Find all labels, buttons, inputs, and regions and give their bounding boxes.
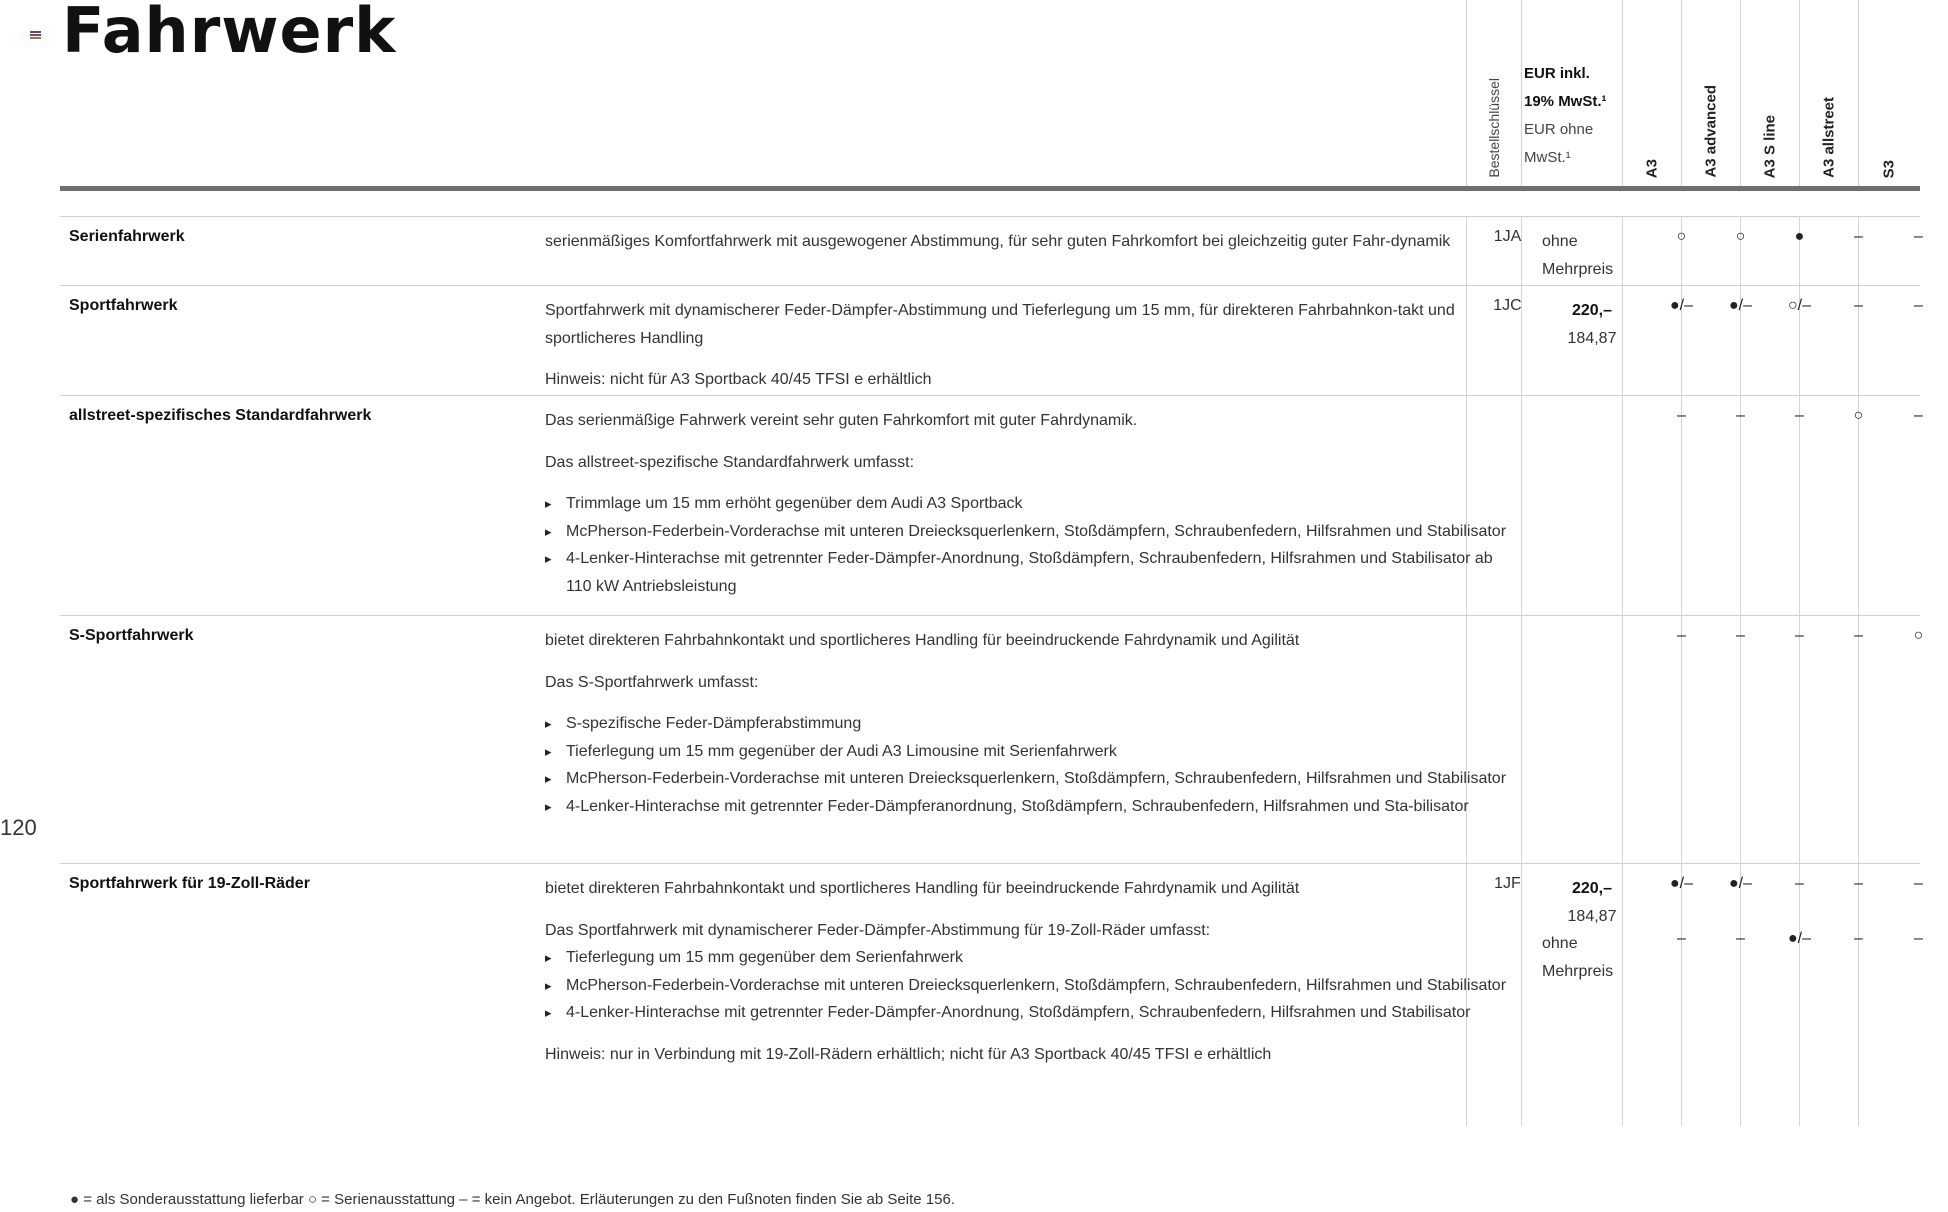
header-model-cell — [1741, 0, 1800, 186]
row-title: Sportfahrwerk — [69, 297, 178, 314]
header-model-a3: A3 — [1643, 158, 1661, 178]
availability-mark: – — [1854, 228, 1863, 245]
row-title: Sportfahrwerk für 19-Zoll-Räder — [69, 875, 310, 892]
table-row — [60, 286, 1923, 396]
availability-mark: ●/– — [1669, 875, 1693, 892]
row-price-text: ohne — [1542, 233, 1578, 250]
availability-mark: – — [1854, 930, 1863, 947]
list-item: ▸ Tieferlegung um 15 mm gegenüber der Audi A3 Limousine mit Serienfahrwerk — [545, 738, 1515, 766]
availability-mark: – — [1677, 930, 1686, 947]
availability-mark: – — [1854, 627, 1863, 644]
row-description — [545, 627, 1515, 820]
row-description-text: Sportfahrwerk mit dynamischerer Feder-Dämpfer-Abstimmung und Tieferlegung um 15 mm, für direkteren Fahrbahnkon-takt und sportlicheres Handling — [545, 302, 1455, 347]
row-price-gross: 220,– — [1571, 302, 1613, 319]
header-model-a3-advanced: A3 advanced — [1702, 85, 1720, 178]
row-order-code: 1JF — [1494, 875, 1521, 892]
availability-mark: ● — [1794, 228, 1805, 245]
availability-mark: ○ — [1676, 228, 1687, 245]
availability-mark: – — [1914, 228, 1923, 245]
row-price — [1530, 228, 1654, 283]
availability-mark: – — [1736, 627, 1745, 644]
availability-mark: – — [1914, 930, 1923, 947]
row-description-text: serienmäßiges Komfortfahrwerk mit ausgewogener Abstimmung, für sehr guten Fahrkomfort bei gleichzeitig guter Fahr-dynamik — [545, 233, 1451, 250]
header-model-a3-s-line: A3 S line — [1761, 114, 1779, 178]
row-description-text: bietet direkteren Fahrbahnkontakt und sportlicheres Handling für beeindruckende Fahrdynamik und Agilität — [545, 880, 1300, 897]
availability-mark: ○ — [1735, 228, 1746, 245]
row-description-text: Das serienmäßige Fahrwerk vereint sehr guten Fahrkomfort mit guter Fahrdynamik. — [545, 412, 1138, 429]
availability-mark: ●/– — [1669, 297, 1693, 314]
list-item: ▸ 4-Lenker-Hinterachse mit getrennter Feder-Dämpferanordnung, Stoßdämpfern, Schraubenfedern, Hilfsrahmen und Sta-bilisator — [545, 793, 1515, 821]
list-item: ▸ McPherson-Federbein-Vorderachse mit unteren Dreiecksquerlenkern, Stoßdämpfern, Schraubenfedern, Hilfsrahmen und Stabilisator — [545, 518, 1515, 546]
table-row — [60, 616, 1924, 864]
row-order-code: 1JA — [1493, 228, 1522, 245]
row-description — [545, 407, 1515, 600]
list-item: ▸ Trimmlage um 15 mm erhöht gegenüber dem Audi A3 Sportback — [545, 490, 1515, 518]
row-title: Serienfahrwerk — [69, 228, 185, 245]
availability-mark: ○/– — [1787, 297, 1811, 314]
row-description — [545, 297, 1515, 394]
header-price-gross-1: EUR inkl. — [1524, 65, 1590, 82]
row-price — [1530, 297, 1654, 352]
row-description-text: bietet direkteren Fahrbahnkontakt und sportlicheres Handling für beeindruckende Fahrdynamik und Agilität — [545, 632, 1300, 649]
row-price-net: 184,87 — [1567, 907, 1617, 925]
row-title: allstreet-spezifisches Standardfahrwerk — [69, 407, 372, 424]
availability-mark: ●/– — [1728, 875, 1752, 892]
availability-mark: – — [1854, 297, 1863, 314]
page-number: 120 — [0, 815, 37, 840]
availability-mark: ○ — [1853, 407, 1864, 424]
header-divider — [60, 186, 1920, 191]
header-price-net-2: MwSt.¹ — [1524, 149, 1571, 166]
header-model-a3-allstreet: A3 allstreet — [1820, 97, 1838, 178]
availability-mark: – — [1736, 407, 1745, 424]
table-row — [60, 217, 1923, 286]
header-code-cell — [1466, 0, 1522, 186]
availability-mark: – — [1914, 407, 1923, 424]
header-model-s3: S3 — [1880, 159, 1898, 178]
availability-mark: – — [1677, 407, 1686, 424]
row-price-text: Mehrpreis — [1542, 260, 1614, 278]
availability-mark: – — [1795, 627, 1804, 644]
list-item: ▸ McPherson-Federbein-Vorderachse mit unteren Dreiecksquerlenkern, Stoßdämpfern, Schraubenfedern, Hilfsrahmen und Stabilisator — [545, 972, 1515, 1000]
legend: ● = als Sonderausstattung lieferbar ○ = Serienausstattung – = kein Angebot. Erläuterungen zu den Fußnoten finden Sie ab Seite 156. — [70, 1191, 955, 1208]
row-price-text: ohne — [1542, 935, 1578, 952]
page-title: Fahrwerk — [62, 0, 397, 67]
availability-mark: – — [1914, 297, 1923, 314]
row-title: S-Sportfahrwerk — [69, 627, 194, 644]
availability-mark: – — [1854, 875, 1863, 892]
availability-mark: ●/– — [1787, 930, 1811, 947]
header-price-net-1: EUR ohne — [1524, 121, 1594, 138]
availability-mark: – — [1795, 407, 1804, 424]
list-item: ▸ Tieferlegung um 15 mm gegenüber dem Serienfahrwerk — [545, 944, 1515, 972]
row-description — [545, 875, 1515, 1068]
row-description-intro: Das allstreet-spezifische Standardfahrwerk umfasst: — [545, 453, 915, 471]
row-description-intro: Das S-Sportfahrwerk umfasst: — [545, 673, 759, 691]
availability-mark: ○ — [1913, 627, 1924, 644]
brand-stripe-red — [30, 34, 41, 36]
availability-mark: – — [1736, 930, 1745, 947]
feature-list — [545, 710, 1515, 820]
header-model-cell — [1800, 0, 1859, 186]
row-price-gross: 220,– — [1571, 880, 1613, 897]
availability-mark: ●/– — [1728, 297, 1752, 314]
row-note: Hinweis: nur in Verbindung mit 19-Zoll-Rädern erhältlich; nicht für A3 Sportback 40/45 TFSI e erhältlich — [545, 1045, 1272, 1063]
row-description — [545, 228, 1515, 256]
availability-mark: – — [1795, 875, 1804, 892]
header-price-label — [1524, 60, 1620, 172]
row-order-code: 1JC — [1493, 297, 1522, 314]
header-model-cell — [1859, 0, 1919, 186]
row-price — [1530, 875, 1654, 985]
row-note: Hinweis: nicht für A3 Sportback 40/45 TFSI e erhältlich — [545, 371, 932, 388]
list-item: ▸ 4-Lenker-Hinterachse mit getrennter Feder-Dämpfer-Anordnung, Stoßdämpfern, Schraubenfedern, Hilfsrahmen und Stabilisator — [545, 999, 1515, 1027]
list-item: ▸ McPherson-Federbein-Vorderachse mit unteren Dreiecksquerlenkern, Stoßdämpfern, Schraubenfedern, Hilfsrahmen und Stabilisator — [545, 765, 1515, 793]
brand-stripe-blue — [30, 31, 41, 33]
header-price-gross-2: 19% MwSt.¹ — [1524, 93, 1607, 110]
header-model-cell — [1623, 0, 1682, 186]
row-description-intro: Das Sportfahrwerk mit dynamischerer Feder-Dämpfer-Abstimmung für 19-Zoll-Räder umfasst: — [545, 921, 1211, 939]
row-price-text: Mehrpreis — [1542, 962, 1614, 980]
table-row — [60, 864, 1923, 1126]
list-item: ▸ S-spezifische Feder-Dämpferabstimmung — [545, 710, 1515, 738]
brand-stripe-grey — [30, 37, 41, 39]
header-code-label: Bestellschlüssel — [1486, 78, 1502, 178]
list-item: ▸ 4-Lenker-Hinterachse mit getrennter Feder-Dämpfer-Anordnung, Stoßdämpfern, Schraubenfedern, Hilfsrahmen und Stabilisator ab 110 kW Antriebsleistung — [545, 545, 1515, 600]
availability-mark: – — [1914, 875, 1923, 892]
feature-list — [545, 490, 1515, 600]
header-model-cell — [1682, 0, 1741, 186]
row-price-net: 184,87 — [1567, 329, 1617, 347]
availability-mark: – — [1677, 627, 1686, 644]
feature-list — [545, 944, 1515, 1027]
brand-color-mark — [30, 31, 41, 41]
table-row — [60, 396, 1923, 616]
